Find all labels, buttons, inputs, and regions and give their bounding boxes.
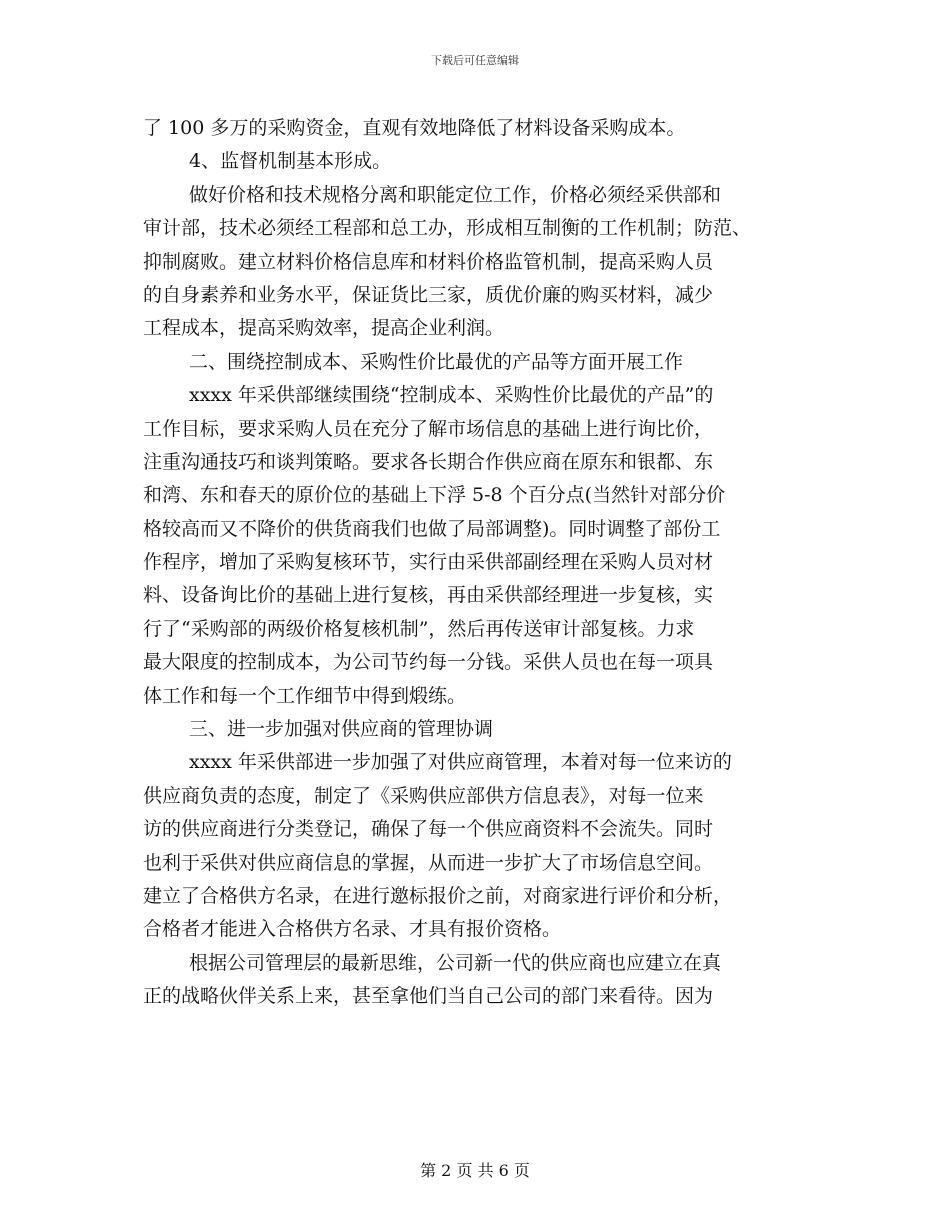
body-line: 和湾、东和春天的原价位的基础上下浮 5-8 个百分点(当然针对部分价 <box>143 484 726 507</box>
body-line: 料、设备询比价的基础上进行复核，再由采供部经理进一步复核，实 <box>143 584 714 607</box>
body-line: 工程成本，提高采购效率，提高企业利润。 <box>143 317 505 340</box>
body-line: 抑制腐败。建立材料价格信息库和材料价格监管机制，提高采购人员 <box>143 250 714 273</box>
body-line: 审计部，技术必须经工程部和总工办，形成相互制衡的工作机制；防范、 <box>143 217 752 240</box>
document-body <box>143 112 809 1014</box>
body-line: 二、围绕控制成本、采购性价比最优的产品等方面开展工作 <box>189 350 684 373</box>
body-line: 三、进一步加强对供应商的管理协调 <box>189 718 494 741</box>
body-line: 供应商负责的态度，制定了《采购供应部供方信息表》，对每一位来 <box>143 784 704 807</box>
body-line: 工作目标，要求采购人员在充分了解市场信息的基础上进行询比价， <box>143 417 714 440</box>
body-line: 也利于采供对供应商信息的掌握，从而进一步扩大了市场信息空间。 <box>143 851 714 874</box>
body-line: 做好价格和技术规格分离和职能定位工作，价格必须经采供部和 <box>189 183 722 206</box>
body-line: 作程序，增加了采购复核环节，实行由采供部副经理在采购人员对材 <box>143 551 714 574</box>
body-line: xxxx 年采供部进一步加强了对供应商管理，本着对每一位来访的 <box>189 751 732 774</box>
body-line: 格较高而又不降价的供货商我们也做了局部调整)。同时调整了部份工 <box>143 517 721 540</box>
body-line: 4、监督机制基本形成。 <box>189 150 392 173</box>
body-line: 根据公司管理层的最新思维，公司新一代的供应商也应建立在真 <box>189 951 722 974</box>
page-header: 下载后可任意编辑 <box>431 54 519 67</box>
body-line: 行了“采购部的两级价格复核机制”，然后再传送审计部复核。力求 <box>143 617 695 640</box>
body-line: 体工作和每一个工作细节中得到煅练。 <box>143 684 467 707</box>
body-line: 最大限度的控制成本，为公司节约每一分钱。采供人员也在每一项具 <box>143 651 714 674</box>
body-line: xxxx 年采供部继续围绕“控制成本、采购性价比最优的产品”的 <box>189 384 714 407</box>
page-footer: 第 2 页 共 6 页 <box>420 1161 530 1180</box>
body-line: 的自身素养和业务水平，保证货比三家，质优价廉的购买材料，减少 <box>143 283 714 306</box>
body-line: 访的供应商进行分类登记，确保了每一个供应商资料不会流失。同时 <box>143 818 714 841</box>
body-line: 正的战略伙伴关系上来，甚至拿他们当自己公司的部门来看待。因为 <box>143 985 714 1008</box>
body-line: 合格者才能进入合格供方名录、才具有报价资格。 <box>143 918 562 941</box>
body-line: 注重沟通技巧和谈判策略。要求各长期合作供应商在原东和银都、东 <box>143 450 714 473</box>
body-line: 了 100 多万的采购资金，直观有效地降低了材料设备采购成本。 <box>143 117 686 139</box>
body-line: 建立了合格供方名录，在进行邀标报价之前，对商家进行评价和分析， <box>143 884 733 907</box>
